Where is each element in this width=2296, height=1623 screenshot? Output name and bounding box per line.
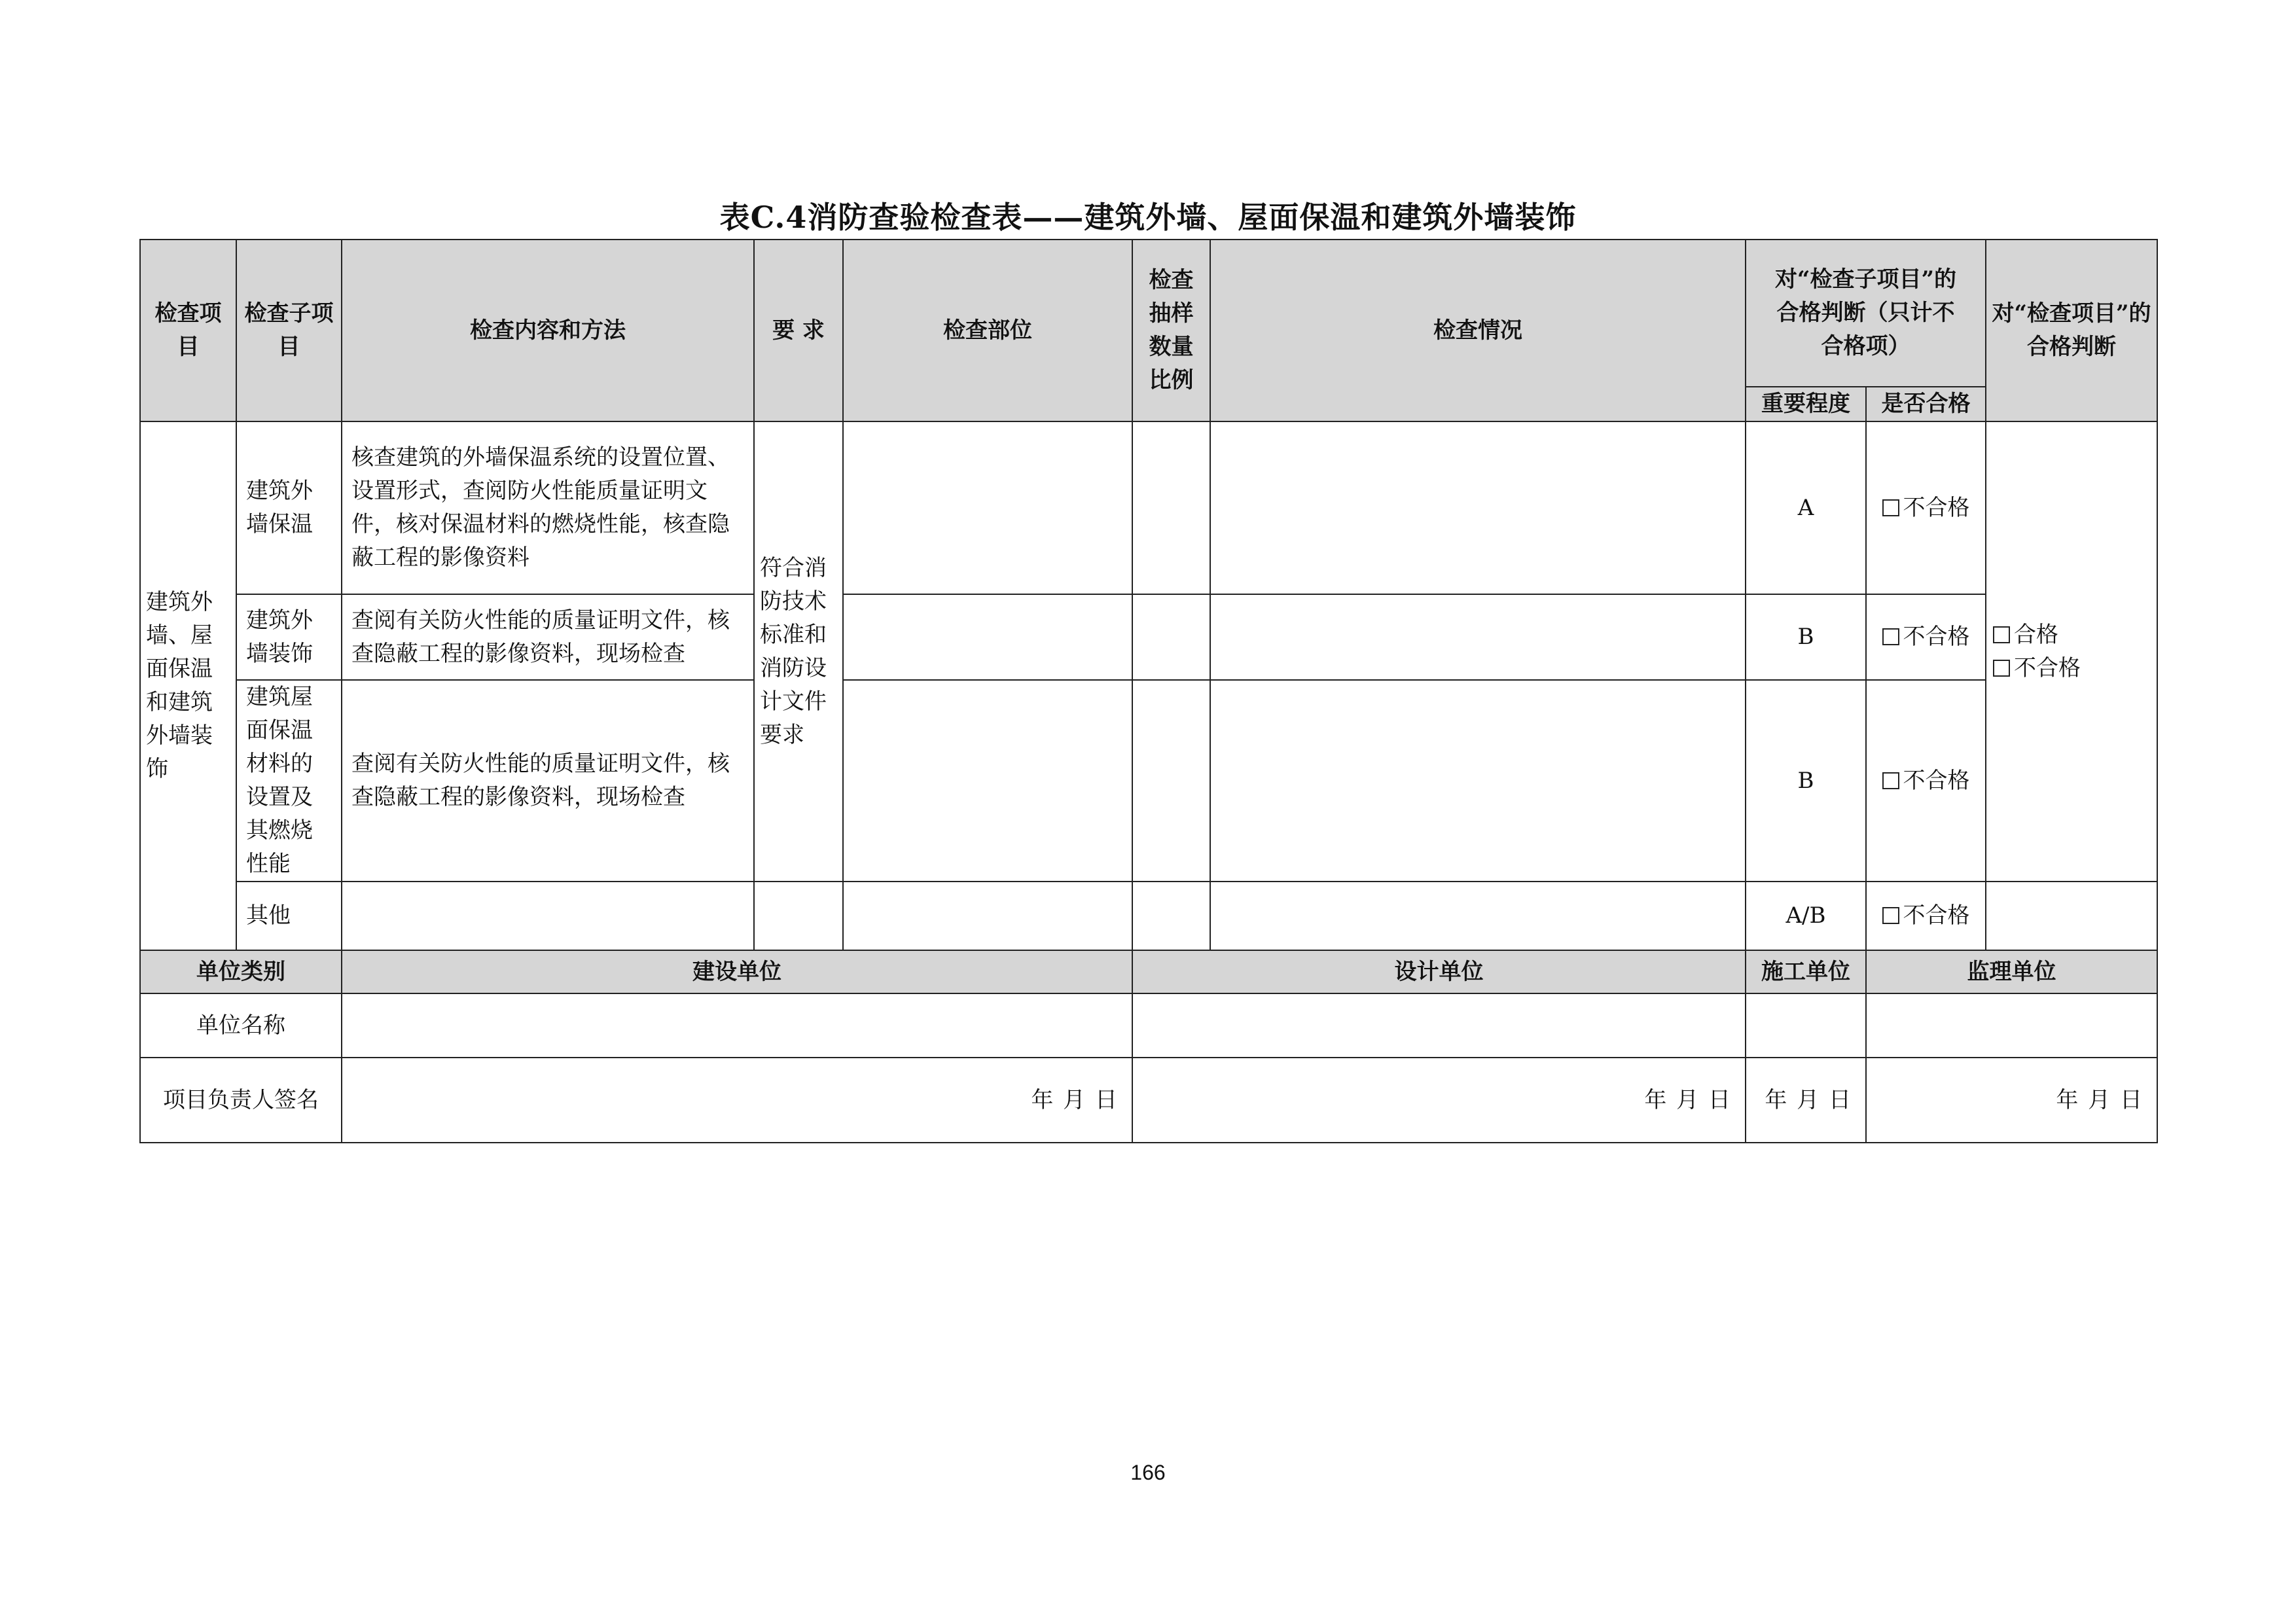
- fail-checkbox[interactable]: 不合格: [1882, 899, 1970, 933]
- importance-level: A: [1746, 421, 1866, 594]
- check-content: 核查建筑的外墙保温系统的设置位置、设置形式，查阅防火性能质量证明文件，核对保温材料的燃烧性能，核查隐蔽工程的影像资料: [342, 421, 754, 594]
- check-content[interactable]: [342, 882, 754, 950]
- location-cell[interactable]: [843, 594, 1132, 680]
- inspection-table: [139, 239, 2158, 1143]
- fail-checkbox[interactable]: 不合格: [1882, 620, 1970, 654]
- check-item-name: 建筑外墙、屋面保温和建筑外墙装饰: [140, 421, 236, 950]
- situation-cell[interactable]: [1210, 882, 1746, 950]
- header-check-item: 检查项目: [140, 240, 236, 421]
- importance-level: B: [1746, 680, 1866, 882]
- table-title: 表C.4消防查验检查表——建筑外墙、屋面保温和建筑外墙装饰: [719, 200, 1577, 235]
- fail-checkbox[interactable]: 不合格: [1993, 652, 2081, 685]
- sampling-cell[interactable]: [1132, 882, 1210, 950]
- header-requirement: 要 求: [754, 240, 843, 421]
- builder-unit-label: 施工单位: [1746, 950, 1866, 993]
- sampling-cell[interactable]: [1132, 421, 1210, 594]
- supervision-unit-label: 监理单位: [1866, 950, 2157, 993]
- signature-label: 项目负责人签名: [140, 1058, 342, 1143]
- unit-name-label: 单位名称: [140, 993, 342, 1058]
- header-importance: 重要程度: [1746, 387, 1866, 421]
- supervision-unit-name[interactable]: [1866, 993, 2157, 1058]
- item-judgment-cell: [1986, 421, 2157, 882]
- construction-signature-date[interactable]: 年 月 日: [342, 1058, 1132, 1143]
- fail-checkbox[interactable]: 不合格: [1882, 764, 1970, 798]
- importance-level: B: [1746, 594, 1866, 680]
- header-check-subitem: 检查子项目: [236, 240, 342, 421]
- location-cell[interactable]: [843, 421, 1132, 594]
- requirement-text: 符合消防技术标准和消防设计文件要求: [754, 421, 843, 882]
- importance-level: A/B: [1746, 882, 1866, 950]
- header-content-method: 检查内容和方法: [342, 240, 754, 421]
- fail-checkbox[interactable]: 不合格: [1882, 491, 1970, 525]
- construction-unit-name[interactable]: [342, 993, 1132, 1058]
- location-cell[interactable]: [843, 882, 1132, 950]
- header-sampling: 检查抽样数量比例: [1132, 240, 1210, 421]
- qualified-cell: [1866, 421, 1986, 594]
- subitem-name: 其他: [236, 882, 342, 950]
- sampling-cell[interactable]: [1132, 594, 1210, 680]
- builder-signature-date[interactable]: 年 月 日: [1746, 1058, 1866, 1143]
- header-qualified: 是否合格: [1866, 387, 1986, 421]
- header-subitem-judgment: 对“检查子项目”的合格判断（只计不合格项）: [1746, 240, 1986, 387]
- subitem-name: 建筑外墙装饰: [236, 594, 342, 680]
- situation-cell[interactable]: [1210, 421, 1746, 594]
- supervision-signature-date[interactable]: 年 月 日: [1866, 1058, 2157, 1143]
- unit-category-label: 单位类别: [140, 950, 342, 993]
- qualified-cell: [1866, 594, 1986, 680]
- pass-checkbox[interactable]: 合格: [1993, 618, 2058, 652]
- situation-cell[interactable]: [1210, 594, 1746, 680]
- qualified-cell: [1866, 882, 1986, 950]
- check-content: 查阅有关防火性能的质量证明文件，核查隐蔽工程的影像资料，现场检查: [342, 594, 754, 680]
- header-situation: 检查情况: [1210, 240, 1746, 421]
- requirement-cell[interactable]: [754, 882, 843, 950]
- sampling-cell[interactable]: [1132, 680, 1210, 882]
- design-unit-label: 设计单位: [1132, 950, 1746, 993]
- check-content: 查阅有关防火性能的质量证明文件，核查隐蔽工程的影像资料，现场检查: [342, 680, 754, 882]
- design-signature-date[interactable]: 年 月 日: [1132, 1058, 1746, 1143]
- subitem-name: 建筑外墙保温: [236, 421, 342, 594]
- location-cell[interactable]: [843, 680, 1132, 882]
- header-item-judgment: 对“检查项目”的合格判断: [1986, 240, 2157, 421]
- page-number: 166: [1130, 1461, 1166, 1484]
- construction-unit-label: 建设单位: [342, 950, 1132, 993]
- design-unit-name[interactable]: [1132, 993, 1746, 1058]
- subitem-name: 建筑屋面保温材料的设置及其燃烧性能: [236, 680, 342, 882]
- situation-cell[interactable]: [1210, 680, 1746, 882]
- qualified-cell: [1866, 680, 1986, 882]
- builder-unit-name[interactable]: [1746, 993, 1866, 1058]
- item-judgment-cell[interactable]: [1986, 882, 2157, 950]
- header-location: 检查部位: [843, 240, 1132, 421]
